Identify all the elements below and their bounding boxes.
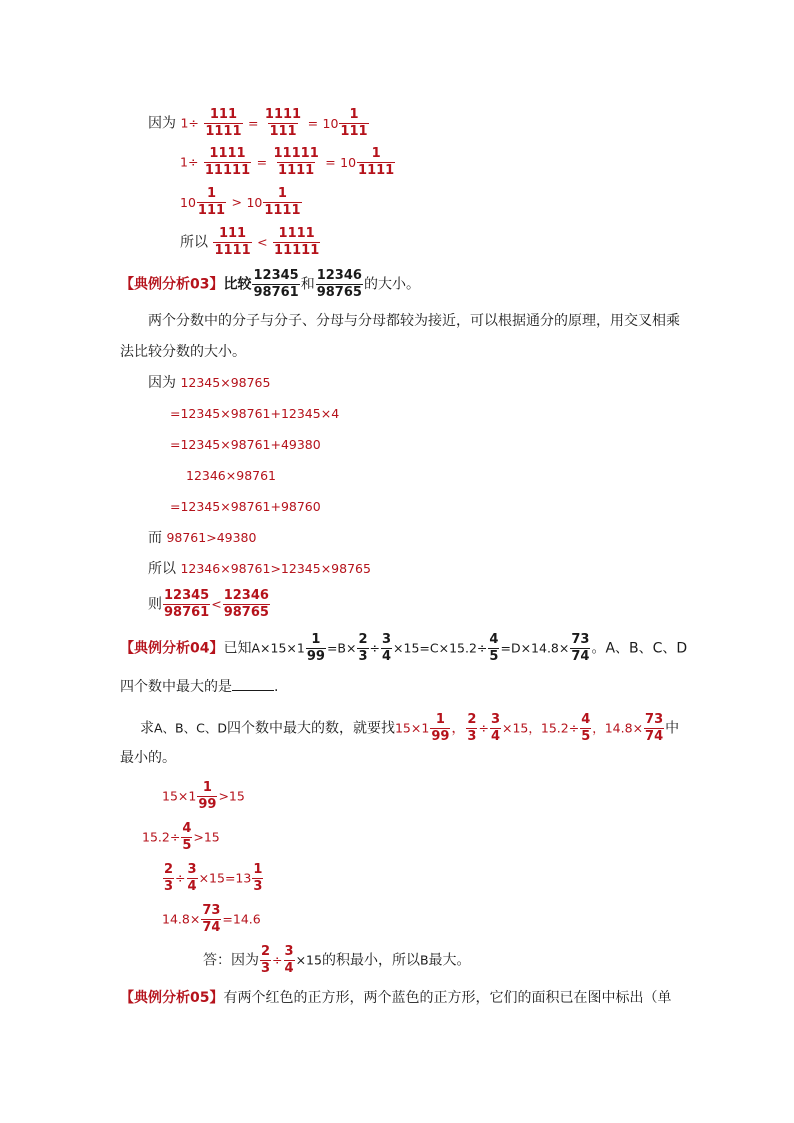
math-text: ÷ xyxy=(175,870,186,886)
text-so: 所以 xyxy=(180,234,208,251)
mixed-number: 10 $\frac{1}{1111}$ xyxy=(246,186,301,218)
compare-line-2 xyxy=(142,821,220,854)
fraction: $\frac{2}{3}$ xyxy=(358,632,368,664)
math-text: 98761>49380 xyxy=(166,530,257,545)
compare-line-3 xyxy=(162,862,264,895)
fraction: $\frac{4}{5}$ xyxy=(581,712,591,744)
text: 有两个红色的正方形，两个蓝色的正方形，它们的面积已在图中标出（单 xyxy=(223,990,672,1006)
math-text: A、B、C、D xyxy=(154,720,227,736)
text: 答：因为 xyxy=(203,952,259,969)
fraction: $\frac{73}{74}$ xyxy=(202,903,221,935)
fraction: $\frac{1}{99}$ xyxy=(198,780,217,812)
answer-line xyxy=(203,944,471,977)
fraction: $\frac{2}{3}$ xyxy=(164,862,174,894)
example-04-question xyxy=(120,632,687,665)
text-because: 因为 xyxy=(148,375,176,391)
text: 和 xyxy=(300,276,315,293)
math-text: =D×14.8× xyxy=(500,640,570,656)
line-because-2 xyxy=(180,146,396,179)
math-text: 12346×98761>12345×98765 xyxy=(180,561,371,576)
calc-line-6 xyxy=(148,528,256,548)
text: 中 xyxy=(665,720,680,737)
fraction: $\frac{3}{4}$ xyxy=(490,712,500,744)
fraction: $\frac{1111}{111}$ xyxy=(264,107,302,139)
text: 。A、B、C、D xyxy=(591,640,688,657)
fraction: $\frac{12346}{98765}$ xyxy=(223,588,269,620)
fraction: $\frac{111}{1111}$ xyxy=(214,226,251,258)
text: 求 xyxy=(140,720,154,737)
fraction: $\frac{11111}{1111}$ xyxy=(273,146,319,178)
fraction: $\frac{2}{3}$ xyxy=(261,944,271,976)
math-text: 12345×98765 xyxy=(180,375,271,390)
math-text: ×15=C×15.2÷ xyxy=(393,640,488,656)
math-text: B xyxy=(419,952,429,968)
calc-line-7 xyxy=(148,559,371,579)
math-text: >15 xyxy=(193,829,220,845)
example-tag: 【典例分析03】 xyxy=(120,276,224,293)
fraction: $\frac{111}{1111}$ xyxy=(205,107,242,139)
line-so-1 xyxy=(180,226,321,259)
fraction: $\frac{4}{5}$ xyxy=(182,821,192,853)
compare-line-4 xyxy=(162,903,261,936)
explain-line-2: 法比较分数的大小。 xyxy=(120,344,246,360)
math-text: = xyxy=(247,115,259,131)
math-text: < xyxy=(211,596,222,612)
math-text: =14.6 xyxy=(222,911,261,927)
text: 而 xyxy=(148,530,162,546)
text-because: 因为 xyxy=(148,115,176,132)
math-text: ×15，15.2÷ xyxy=(502,720,580,736)
fraction: $\frac{1}{3}$ xyxy=(253,862,263,894)
text: 已知 xyxy=(223,640,252,657)
fraction: $\frac{73}{74}$ xyxy=(571,632,590,664)
text: 的大小。 xyxy=(363,276,420,293)
line-because-1 xyxy=(148,107,370,140)
fraction: $\frac{3}{4}$ xyxy=(382,632,392,664)
math-text: 15×1 xyxy=(162,788,197,804)
math-text: 1÷ xyxy=(180,115,199,131)
fraction: $\frac{1}{99}$ xyxy=(431,712,450,744)
math-text: 14.8× xyxy=(162,911,201,927)
math-text: ×15 xyxy=(295,952,322,968)
text: 四个数中最大的数，就要找 xyxy=(226,720,395,737)
fraction: $\frac{3}{4}$ xyxy=(284,944,294,976)
math-text: A×15×1 xyxy=(251,640,305,656)
calc-line-2: =12345×98761+12345×4 xyxy=(170,406,340,421)
math-text: ÷ xyxy=(478,720,489,736)
math-text: = xyxy=(256,154,268,170)
fraction: $\frac{4}{5}$ xyxy=(489,632,499,664)
fraction: $\frac{2}{3}$ xyxy=(467,712,477,744)
text: 的积最小，所以 xyxy=(321,952,420,969)
solution-line-1 xyxy=(140,712,679,745)
math-text: ，14.8× xyxy=(592,720,644,736)
compare-line-1 xyxy=(162,780,245,813)
math-text: 15.2÷ xyxy=(142,829,181,845)
mixed-number: 10 $\frac{1}{111}$ xyxy=(322,107,368,139)
math-text: ×15=13 xyxy=(198,870,252,886)
example-05-question xyxy=(120,988,671,1008)
text: 比较 xyxy=(223,276,252,293)
example-tag: 【典例分析04】 xyxy=(120,640,224,657)
example-04-question-2 xyxy=(120,676,278,697)
example-tag: 【典例分析05】 xyxy=(120,990,224,1006)
math-text: ÷ xyxy=(272,952,283,968)
math-text: > xyxy=(231,194,242,210)
fraction: $\frac{73}{74}$ xyxy=(645,712,664,744)
fraction: $\frac{1111}{11111}$ xyxy=(274,226,320,258)
fraction: $\frac{12345}{98761}$ xyxy=(164,588,210,620)
math-text: = xyxy=(325,154,336,170)
line-compare-1 xyxy=(180,186,303,219)
answer-blank xyxy=(232,676,274,691)
calc-line-5: =12345×98761+98760 xyxy=(170,499,321,514)
solution-line-2: 最小的。 xyxy=(120,750,176,766)
fraction: $\frac{1}{99}$ xyxy=(306,632,325,664)
math-text: =B× xyxy=(326,640,357,656)
math-text: >15 xyxy=(218,788,245,804)
fraction: $\frac{3}{4}$ xyxy=(187,862,197,894)
calc-line-4: 12346×98761 xyxy=(186,468,277,483)
math-text: ÷ xyxy=(369,640,380,656)
math-text: 15×1 xyxy=(394,720,430,736)
text: 则 xyxy=(148,596,162,613)
text-so: 所以 xyxy=(148,561,176,577)
explain-line-1: 两个分数中的分子与分子、分母与分母都较为接近，可以根据通分的原理，用交叉相乘 xyxy=(148,313,680,329)
calc-line-3: =12345×98761+49380 xyxy=(170,437,321,452)
math-text: 1÷ xyxy=(180,154,199,170)
example-03-question xyxy=(120,268,420,301)
fraction: $\frac{12346}{98765}$ xyxy=(316,268,362,300)
text: 最大。 xyxy=(428,952,471,969)
calc-line-1 xyxy=(148,373,270,393)
fraction: $\frac{12345}{98761}$ xyxy=(253,268,299,300)
text: ， xyxy=(451,720,466,737)
fraction: $\frac{1111}{11111}$ xyxy=(204,146,251,178)
text: 四个数中最大的是 xyxy=(120,679,232,695)
text: . xyxy=(274,679,279,695)
calc-line-8 xyxy=(148,588,271,621)
mixed-number: 10 $\frac{1}{111}$ xyxy=(180,186,226,218)
math-text: < xyxy=(257,234,268,250)
math-text: = xyxy=(307,115,319,131)
mixed-number: 10 $\frac{1}{1111}$ xyxy=(340,146,395,178)
